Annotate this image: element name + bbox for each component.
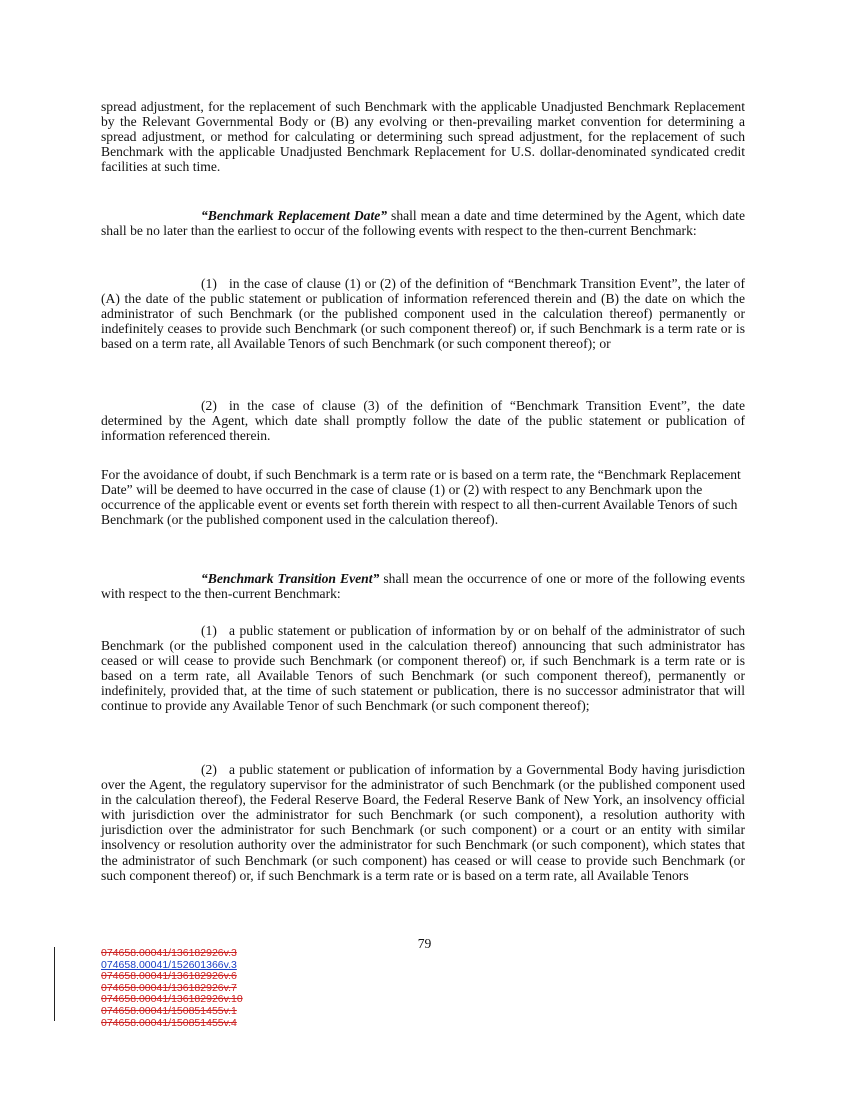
clause-number: (1) [201,623,217,638]
document-id-deleted: 074658.00041/150851455v.1 [101,1004,237,1017]
document-id-deleted: 074658.00041/150851455v.4 [101,1016,237,1029]
paragraph-avoidance-of-doubt: For the avoidance of doubt, if such Benchmark is a term rate or is based on a term rate, the “Benchmark Replacement Date” will be deemed to have occurred in the case of clause (1) or (2) with respect to any Benchmark upon the occurrence of the applicable event or events set forth therein with respect to all then-current Available Tenors of such Benchmark (or the published component used in the calculation thereof). [101,467,741,528]
clause-item: (2) in the case of clause (3) of the definition of “Benchmark Transition Event”, the date determined by the Agent, which date shall promptly follow the date of the public statement or publication of information referenced therein. [101,398,745,444]
page-number: 79 [417,936,432,951]
defined-term: “Benchmark Replacement Date” [201,208,388,223]
document-id-deleted: 074658.00041/136182926v.6 [101,970,237,983]
clause-number: (2) [201,398,217,413]
clause-item: (2) a public statement or publication of information by a Governmental Body having jurisdiction over the Agent, the regulatory supervisor for the administrator of such Benchmark (or the published component used in the calculation thereof), the Federal Reserve Board, the Federal Reserve Bank of New York, an insolvency official with jurisdiction over the administrator for such Benchmark (or such component), a resolution authority with jurisdiction over the administrator for such Benchmark (or such component) or a court or an entity with similar insolvency or resolution authority over the administrator for such Benchmark (or such component), which states that the administrator of such Benchmark (or such component) has ceased or will cease to provide such Benchmark (or such component thereof) or, if such Benchmark is a term rate or is based on a term rate, all Available Tenors [101,762,745,883]
paragraph-benchmark-replacement-date: “Benchmark Replacement Date” shall mean a date and time determined by the Agent, which date shall be no later than the earliest to occur of the following events with respect to the then-current Benchmark: [101,208,745,239]
document-id-deleted: 074658.00041/136182926v.10 [101,993,243,1006]
document-id-inserted: 074658.00041/152601366v.3 [101,958,237,971]
clause-number: (1) [201,276,217,291]
clause-item: (1) in the case of clause (1) or (2) of the definition of “Benchmark Transition Event”, the later of (A) the date of the public statement or publication of information referenced therein and (B) the date on which the administrator of such Benchmark (or the published component used in the calculation thereof) permanently or indefinitely ceases to provide such Benchmark (or such component thereof) or, if such Benchmark is a term rate or is based on a term rate, all Available Tenors of such Benchmark (or such component thereof); or [101,276,745,352]
defined-term: “Benchmark Transition Event” [201,571,380,586]
clause-item: (1) a public statement or publication of information by or on behalf of the administrator of such Benchmark (or the published component used in the calculation thereof) announcing that such administrator has ceased or will cease to provide such Benchmark (or component thereof) or, if such Benchmark is a term rate or is based on a term rate, all Available Tenors of such Benchmark (or such component thereof), permanently or indefinitely, provided that, at the time of such statement or publication, there is no successor administrator that will continue to provide any Available Tenor of such Benchmark (or such component thereof); [101,623,745,714]
clause-number: (2) [201,762,217,777]
change-bar [54,947,55,1021]
paragraph-benchmark-transition-event: “Benchmark Transition Event” shall mean the occurrence of one or more of the following events with respect to the then-current Benchmark: [101,571,745,602]
document-id-stack [101,948,243,1029]
document-id-deleted: 074658.00041/136182926v.3 [101,947,237,959]
paragraph-spread-adjustment: spread adjustment, for the replacement of such Benchmark with the applicable Unadjusted Benchmark Replacement by the Relevant Governmental Body or (B) any evolving or then-prevailing market convention for determining a spread adjustment, or method for calculating or determining such spread adjustment, for the replacement of such Benchmark with the applicable Unadjusted Benchmark Replacement for U.S. dollar-denominated syndicated credit facilities at such time. [101,99,745,175]
document-id-deleted: 074658.00041/136182926v.7 [101,981,237,994]
